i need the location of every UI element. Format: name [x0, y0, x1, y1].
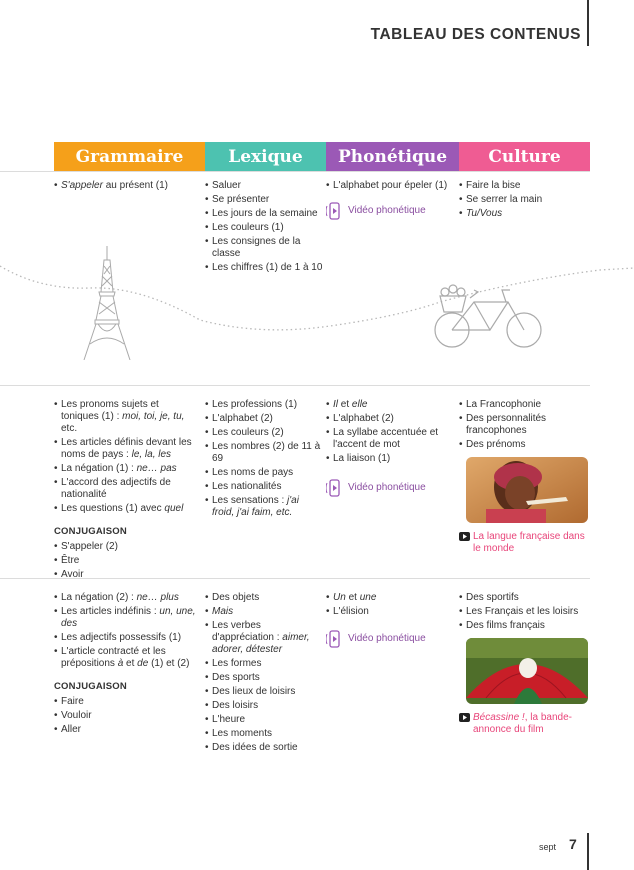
list-item: • La négation (1) : ne… pas [54, 463, 199, 475]
list-item: • Les consignes de la classe [205, 236, 323, 260]
list-item: • La Francophonie [459, 399, 589, 411]
phone-video-icon [326, 200, 342, 222]
bottom-right-rule [587, 833, 589, 870]
list-item: • Faire la bise [459, 180, 587, 192]
list-item: • Des prénoms [459, 439, 589, 451]
section2-lexique [205, 399, 323, 521]
list-item: • Les sensations : j'ai froid, j'ai faim, etc. [205, 495, 323, 519]
section2-grammaire [54, 399, 199, 583]
list-item: • Il et elle [326, 399, 454, 411]
bicycle-icon [435, 285, 541, 347]
list-item: • Les moments [205, 728, 323, 740]
page-number-word: sept [539, 842, 557, 852]
section3-culture [459, 592, 589, 736]
list-item: • Des objets [205, 592, 323, 604]
section2-phonetique [326, 399, 454, 499]
video-thumbnail-umbrella[interactable] [466, 638, 588, 704]
list-item: • Les nombres (2) de 11 à 69 [205, 441, 323, 465]
list-item: • Les professions (1) [205, 399, 323, 411]
video-link-label: La langue française dans le monde [473, 531, 585, 554]
list-item: • L'élision [326, 606, 454, 618]
list-item: • Se présenter [205, 194, 323, 206]
section3-phonetique [326, 592, 454, 650]
section3-lexique [205, 592, 323, 756]
header-culture-label: Culture [488, 146, 561, 167]
list-item: • Les noms de pays [205, 467, 323, 479]
list-item: • Les articles définis devant les noms de pays : le, la, les [54, 437, 199, 461]
list-item: • L'accord des adjectifs de nationalité [54, 477, 199, 501]
list-item: • Les jours de la semaine [205, 208, 323, 220]
header-phonetique-label: Phonétique [337, 146, 448, 167]
list-item: • Des loisirs [205, 700, 323, 712]
list-item: • L'alphabet (2) [205, 413, 323, 425]
list-item: • Se serrer la main [459, 194, 587, 206]
list-item: • Les formes [205, 658, 323, 670]
list-item: • La liaison (1) [326, 453, 454, 465]
conjugaison-heading: CONJUGAISON [54, 681, 127, 692]
header-grammaire [54, 142, 205, 171]
list-item: • Les adjectifs possessifs (1) [54, 632, 199, 644]
video-link-langue-francaise[interactable] [459, 531, 589, 555]
section1-culture [459, 180, 587, 222]
list-item: • L'alphabet pour épeler (1) [326, 180, 454, 192]
list-item: • Des personnalités francophones [459, 413, 589, 437]
list-item: • Tu/Vous [459, 208, 587, 220]
list-item: • Les nationalités [205, 481, 323, 493]
list-item: • Des films français [459, 620, 589, 632]
list-item: • Les Français et les loisirs [459, 606, 589, 618]
video-link-becassine[interactable] [459, 712, 589, 736]
header-phonetique [326, 142, 459, 171]
list-item: • Saluer [205, 180, 323, 192]
header-grammaire-label: Grammaire [75, 146, 184, 167]
list-item: • Des sportifs [459, 592, 589, 604]
video-phonetique-link[interactable] [326, 628, 454, 650]
list-item: • L'alphabet (2) [326, 413, 454, 425]
phone-video-icon [326, 477, 342, 499]
play-icon [459, 713, 470, 722]
list-item: • Les articles indéfinis : un, une, des [54, 606, 199, 630]
video-thumbnail-girl[interactable] [466, 457, 588, 523]
list-item: • La négation (2) : ne… plus [54, 592, 199, 604]
phone-video-icon [326, 628, 342, 650]
header-lexique [205, 142, 326, 171]
list-item: • Faire [54, 696, 199, 708]
list-item: • Des idées de sortie [205, 742, 323, 754]
list-item: • S'appeler au présent (1) [54, 180, 199, 192]
header-lexique-label: Lexique [228, 146, 303, 167]
video-phonetique-link[interactable] [326, 200, 454, 222]
list-item: • Un et une [326, 592, 454, 604]
list-item: • Les couleurs (2) [205, 427, 323, 439]
section2-culture [459, 399, 589, 555]
top-right-rule [587, 0, 589, 46]
list-item: • Les couleurs (1) [205, 222, 323, 234]
video-label: Vidéo phonétique [348, 482, 426, 493]
list-item: • Être [54, 555, 199, 567]
section-divider [0, 385, 590, 386]
list-item: • Des sports [205, 672, 323, 684]
play-icon [459, 532, 470, 541]
page-title: TABLEAU DES CONTENUS [370, 26, 581, 43]
list-item: • Les verbes d'appréciation : aimer, adorer, détester [205, 620, 323, 656]
section1-phonetique [326, 180, 454, 222]
video-link-label: Bécassine !, la bande-annonce du film [473, 712, 572, 735]
list-item: • Mais [205, 606, 323, 618]
list-item: • Les chiffres (1) de 1 à 10 [205, 262, 323, 274]
video-phonetique-link[interactable] [326, 477, 454, 499]
eiffel-tower-icon [84, 246, 130, 360]
list-item: • L'heure [205, 714, 323, 726]
list-item: • Vouloir [54, 710, 199, 722]
list-item: • S'appeler (2) [54, 541, 199, 553]
list-item: • Avoir [54, 569, 199, 581]
section3-grammaire [54, 592, 199, 738]
section1-grammaire [54, 180, 199, 194]
page-number: 7 [569, 836, 577, 852]
video-label: Vidéo phonétique [348, 205, 426, 216]
list-item: • Les questions (1) avec quel [54, 503, 199, 515]
list-item: • La syllabe accentuée et l'accent de mot [326, 427, 454, 451]
section1-lexique [205, 180, 323, 276]
list-item: • Des lieux de loisirs [205, 686, 323, 698]
list-item: • Les pronoms sujets et toniques (1) : moi, toi, je, tu, etc. [54, 399, 199, 435]
list-item: • Aller [54, 724, 199, 736]
header-culture [459, 142, 590, 171]
conjugaison-heading: CONJUGAISON [54, 526, 127, 537]
list-item: • L'article contracté et les prépositions à et de (1) et (2) [54, 646, 199, 670]
section-divider [0, 171, 590, 172]
video-label: Vidéo phonétique [348, 633, 426, 644]
